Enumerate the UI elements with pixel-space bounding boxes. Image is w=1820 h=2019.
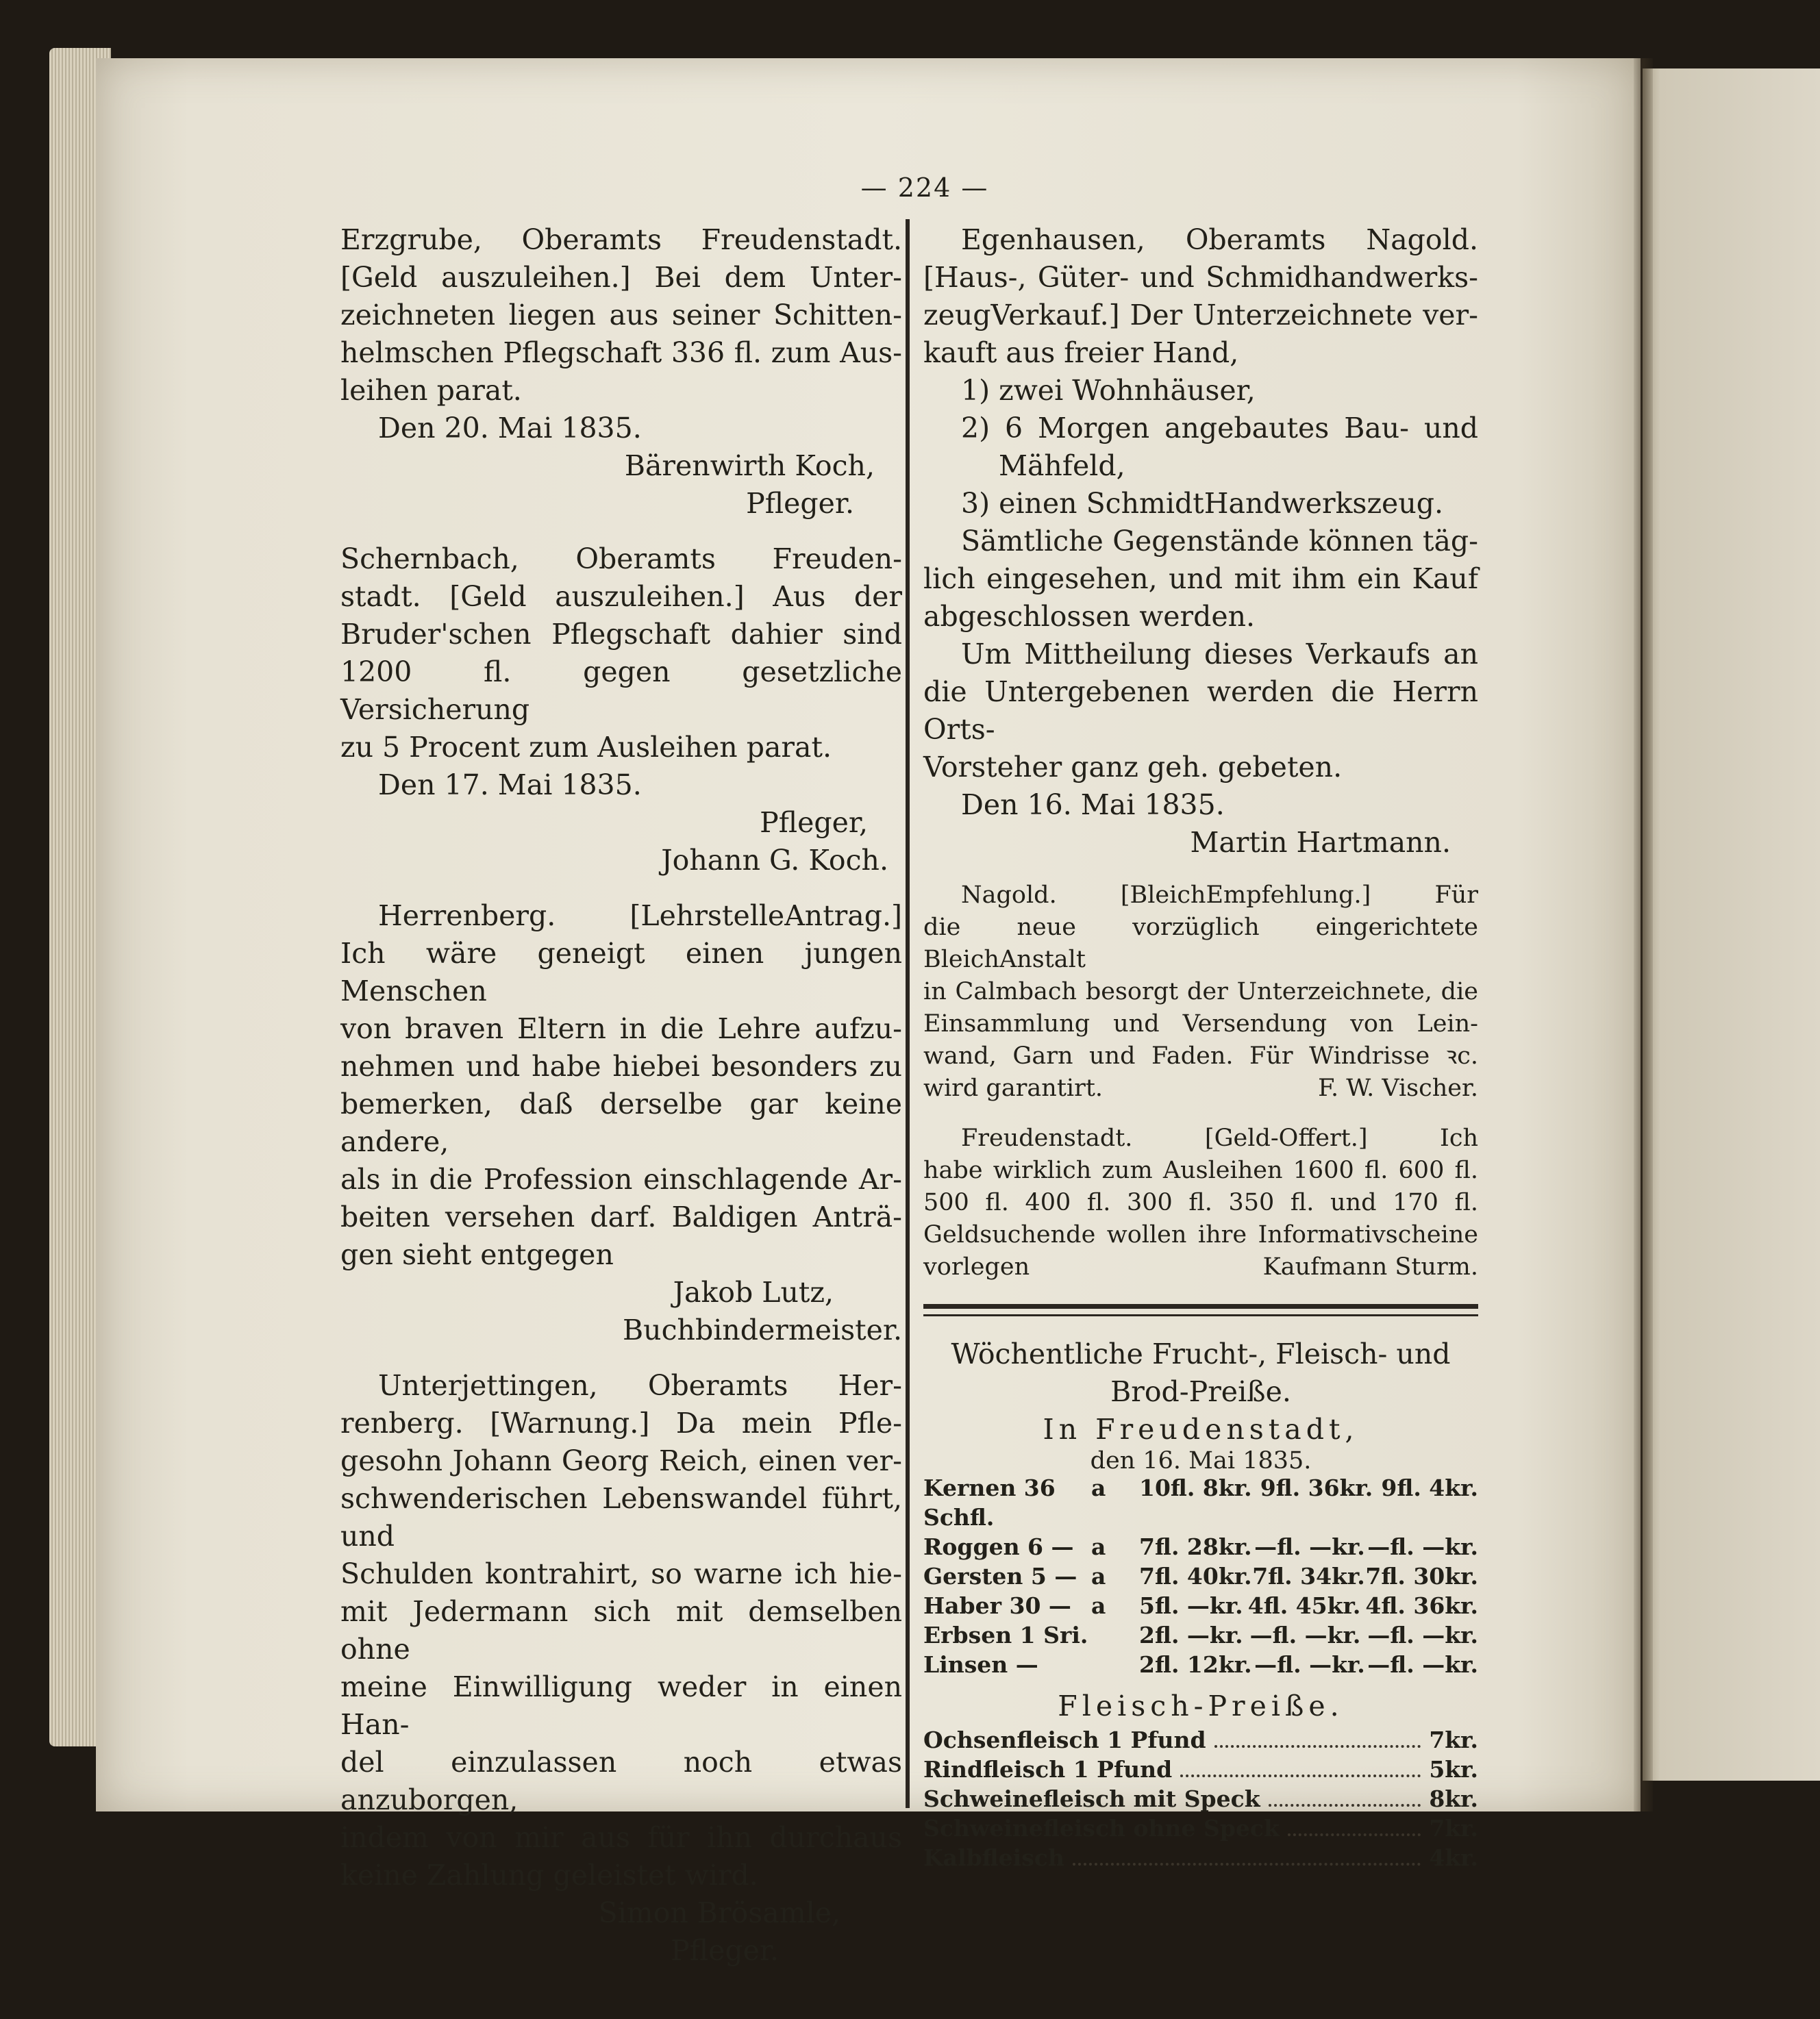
section-divider <box>923 1304 1478 1316</box>
grain-name: Haber 30 — <box>923 1592 1071 1619</box>
price-high: 5fl. —kr. <box>1139 1592 1243 1619</box>
notice-line: [Geld auszuleihen.] Bei dem Unter- <box>340 261 902 294</box>
notice-line: in Calmbach besorgt der Unterzeichnete, die <box>923 978 1478 1005</box>
notice-line: gesohn Johann Georg Reich, einen ver- <box>340 1444 902 1477</box>
notice-line: mit Jedermann sich mit demselben ohne <box>340 1595 902 1666</box>
meat-price: 4kr. <box>1429 1844 1478 1871</box>
meat-price: 7kr. <box>1429 1815 1478 1842</box>
facing-page <box>1643 68 1820 1781</box>
notice-line: als in die Profession einschlagende Ar- <box>340 1163 902 1196</box>
notice-line: wand, Garn und Faden. Für Windrisse ꝛc. <box>923 1042 1478 1070</box>
left-column <box>340 221 902 1970</box>
meat-price-table <box>923 1725 1478 1872</box>
notice-line: Unterjettingen, Oberamts Her- <box>378 1369 902 1402</box>
grain-name: Kernen 36 Schfl. <box>923 1475 1056 1531</box>
notice-line: keine Zahlung geleistet wird. <box>340 1859 758 1892</box>
grain-prices <box>1139 1562 1478 1591</box>
meat-name: Ochsenfleisch 1 Pfund <box>923 1727 1206 1753</box>
notice-erzgrube <box>340 221 902 523</box>
grain-name: Roggen 6 — <box>923 1533 1074 1560</box>
signature: Jakob Lutz, <box>673 1276 834 1309</box>
grain-prices <box>1139 1650 1478 1679</box>
meat-price: 7kr. <box>1429 1727 1478 1753</box>
signature: Johann G. Koch. <box>661 844 888 877</box>
notice-line: die Untergebenen werden die Herrn Orts- <box>923 675 1478 746</box>
list-item: Mähfeld, <box>999 449 1125 482</box>
signature-title: Pfleger. <box>746 487 854 520</box>
price-list <box>923 1335 1478 1872</box>
notice-line: Schernbach, Oberamts Freuden- <box>340 542 902 575</box>
meat-price: 8kr. <box>1429 1785 1478 1812</box>
notice-line: 1200 fl. gegen gesetzliche Versicherung <box>340 655 902 726</box>
grain-name: Erbsen 1 Sri. <box>923 1622 1088 1648</box>
price-high: 7fl. 28kr. <box>1139 1533 1252 1560</box>
notice-line: meine Einwilligung weder in einen Han- <box>340 1670 902 1741</box>
table-row <box>923 1843 1478 1872</box>
notice-line: lich eingesehen, und mit ihm ein Kauf <box>923 562 1478 595</box>
meat-name: Schweinefleisch ohne Speck <box>923 1815 1280 1842</box>
table-row <box>923 1725 1478 1755</box>
notice-line-start: vorlegen <box>923 1253 1030 1281</box>
notice-line: helmschen Pflegschaft 336 fl. zum Aus- <box>340 336 902 369</box>
price-high: 2fl. —kr. <box>1139 1622 1243 1648</box>
notice-line: leihen parat. <box>340 374 522 407</box>
column-rule <box>906 219 910 1808</box>
signature-title: Buchbindermeister. <box>623 1314 902 1346</box>
notice-line: bemerken, daß derselbe gar keine andere, <box>340 1088 902 1158</box>
list-item: 1) zwei Wohnhäuser, <box>961 374 1256 407</box>
signature: Martin Hartmann. <box>1190 826 1451 859</box>
notice-line: Herrenberg. [LehrstelleAntrag.] <box>378 899 902 932</box>
notice-line: 500 fl. 400 fl. 300 fl. 350 fl. und 170 fl. <box>923 1189 1478 1216</box>
table-row <box>923 1532 1478 1562</box>
price-place: In Freudenstadt, <box>1043 1413 1359 1446</box>
meat-price: 5kr. <box>1429 1756 1478 1783</box>
notice-line: [Haus-, Güter- und Schmidhandwerks- <box>923 261 1478 294</box>
leader-dots <box>1214 1725 1421 1748</box>
grain-unit-a <box>1091 1620 1139 1650</box>
table-row <box>923 1814 1478 1843</box>
table-row <box>923 1784 1478 1814</box>
grain-name: Linsen — <box>923 1651 1038 1678</box>
grain-name: Gersten 5 — <box>923 1563 1077 1590</box>
leader-dots <box>1288 1814 1421 1836</box>
price-low: 9fl. 4kr. <box>1381 1475 1478 1501</box>
signature: F. W. Vischer. <box>1318 1075 1478 1102</box>
notice-line: indem von mir aus für ihn durchaus <box>340 1821 902 1854</box>
price-mid: —fl. —kr. <box>1254 1533 1365 1560</box>
price-mid: —fl. —kr. <box>1254 1651 1365 1678</box>
book-gutter <box>1634 58 1653 1811</box>
notice-line: Bruder'schen Pflegschaft dahier sind <box>340 618 902 651</box>
signature: Kaufmann Sturm. <box>1262 1253 1478 1281</box>
grain-prices <box>1139 1473 1478 1532</box>
grain-prices <box>1139 1620 1478 1650</box>
notice-line: renberg. [Warnung.] Da mein Pfle- <box>340 1407 902 1440</box>
grain-prices <box>1139 1532 1478 1562</box>
notice-line: Um Mittheilung dieses Verkaufs an <box>961 638 1478 670</box>
notice-line: schwenderischen Lebenswandel führt, und <box>340 1482 902 1553</box>
notice-line: gen sieht entgegen <box>340 1238 614 1271</box>
table-row <box>923 1591 1478 1620</box>
table-row <box>923 1473 1478 1532</box>
notice-unterjettingen <box>340 1367 902 1970</box>
notice-line: beiten versehen darf. Baldigen Anträ- <box>340 1201 902 1233</box>
notice-line <box>923 1073 1478 1105</box>
price-list-title: Brod-Preiße. <box>1110 1375 1291 1408</box>
price-list-title: Wöchentliche Frucht-, Fleisch- und <box>951 1338 1451 1370</box>
price-high: 7fl. 40kr. <box>1139 1563 1252 1590</box>
notice-line: Freudenstadt. [Geld-Offert.] Ich <box>961 1125 1478 1152</box>
notice-line: Egenhausen, Oberamts Nagold. <box>961 223 1478 256</box>
price-high: 2fl. 12kr. <box>1139 1651 1252 1678</box>
notice-line: von braven Eltern in die Lehre aufzu- <box>340 1012 902 1045</box>
notice-line: stadt. [Geld auszuleihen.] Aus der <box>340 580 902 613</box>
notice-line: kauft aus freier Hand, <box>923 336 1239 369</box>
notice-line: habe wirklich zum Ausleihen 1600 fl. 600 fl. <box>923 1157 1478 1184</box>
grain-unit-a: a <box>1091 1475 1106 1501</box>
price-mid: —fl. —kr. <box>1249 1622 1361 1648</box>
leader-dots <box>1073 1843 1421 1866</box>
notice-line: Einsammlung und Versendung von Lein- <box>923 1010 1478 1038</box>
notice-line <box>923 1251 1478 1283</box>
notice-line: Vorsteher ganz geh. gebeten. <box>923 751 1343 783</box>
table-row <box>923 1650 1478 1679</box>
leader-dots <box>1269 1784 1421 1807</box>
meat-price-title: Fleisch-Preiße. <box>1058 1690 1344 1722</box>
notice-line: Sämtliche Gegenstände können täg- <box>961 525 1478 557</box>
notice-line: Geldsuchende wollen ihre Informativscheine <box>923 1221 1478 1249</box>
grain-prices <box>1139 1591 1478 1620</box>
leader-dots <box>1180 1755 1421 1777</box>
price-high: 10fl. 8kr. <box>1139 1475 1252 1501</box>
notice-line: nehmen und habe hiebei besonders zu <box>340 1050 902 1083</box>
price-date: den 16. Mai 1835. <box>1090 1447 1312 1475</box>
notice-freudenstadt <box>923 1123 1478 1283</box>
notice-line: del einzulassen noch etwas anzuborgen, <box>340 1746 902 1816</box>
page-number: — 224 — <box>860 173 989 203</box>
grain-unit-a: a <box>1091 1592 1106 1619</box>
notice-date: Den 17. Mai 1835. <box>378 768 642 801</box>
table-row <box>923 1755 1478 1784</box>
table-row <box>923 1620 1478 1650</box>
notice-line: Nagold. [BleichEmpfehlung.] Für <box>961 881 1478 909</box>
price-low: —fl. —kr. <box>1367 1622 1478 1648</box>
price-low: 7fl. 30kr. <box>1365 1563 1478 1590</box>
notice-date: Den 20. Mai 1835. <box>378 412 642 444</box>
signature: Simon Brösamle, <box>598 1896 840 1929</box>
signature-title: Pfleger. <box>671 1934 779 1967</box>
grain-unit-a: a <box>1091 1563 1106 1590</box>
notice-schernbach <box>340 540 902 879</box>
table-row <box>923 1562 1478 1591</box>
notice-line: Schulden kontrahirt, so warne ich hie- <box>340 1557 902 1590</box>
notice-herrenberg <box>340 897 902 1349</box>
meat-name: Schweinefleisch mit Speck <box>923 1785 1260 1812</box>
notice-line: Ich wäre geneigt einen jungen Menschen <box>340 937 902 1007</box>
signature-title: Pfleger, <box>760 806 868 839</box>
grain-unit-a <box>1091 1650 1139 1679</box>
notice-line: abgeschlossen werden. <box>923 600 1256 633</box>
meat-name: Rindfleisch 1 Pfund <box>923 1756 1173 1783</box>
notice-line: die neue vorzüglich eingerichtete BleichAnstalt <box>923 914 1478 973</box>
grain-price-table <box>923 1473 1478 1679</box>
notice-date: Den 16. Mai 1835. <box>961 788 1225 821</box>
notice-line: zeichneten liegen aus seiner Schitten- <box>340 299 902 331</box>
grain-unit-a: a <box>1091 1533 1106 1560</box>
price-mid: 4fl. 45kr. <box>1247 1592 1361 1619</box>
list-item: 2) 6 Morgen angebautes Bau- und <box>961 412 1478 444</box>
price-low: —fl. —kr. <box>1367 1651 1478 1678</box>
price-mid: 9fl. 36kr. <box>1260 1475 1373 1501</box>
right-column <box>923 221 1478 1872</box>
price-low: 4fl. 36kr. <box>1365 1592 1478 1619</box>
notice-line: Erzgrube, Oberamts Freudenstadt. <box>340 223 902 256</box>
notice-line: zu 5 Procent zum Ausleihen parat. <box>340 731 832 764</box>
meat-name: Kalbfleisch <box>923 1844 1064 1871</box>
signature: Bärenwirth Koch, <box>624 449 875 482</box>
notice-egenhausen <box>923 221 1478 862</box>
price-low: —fl. —kr. <box>1367 1533 1478 1560</box>
notice-line-start: wird garantirt. <box>923 1075 1104 1102</box>
list-item: 3) einen SchmidtHandwerkszeug. <box>961 487 1444 520</box>
notice-line: zeugVerkauf.] Der Unterzeichnete ver- <box>923 299 1478 331</box>
notice-nagold <box>923 879 1478 1105</box>
price-mid: 7fl. 34kr. <box>1252 1563 1365 1590</box>
